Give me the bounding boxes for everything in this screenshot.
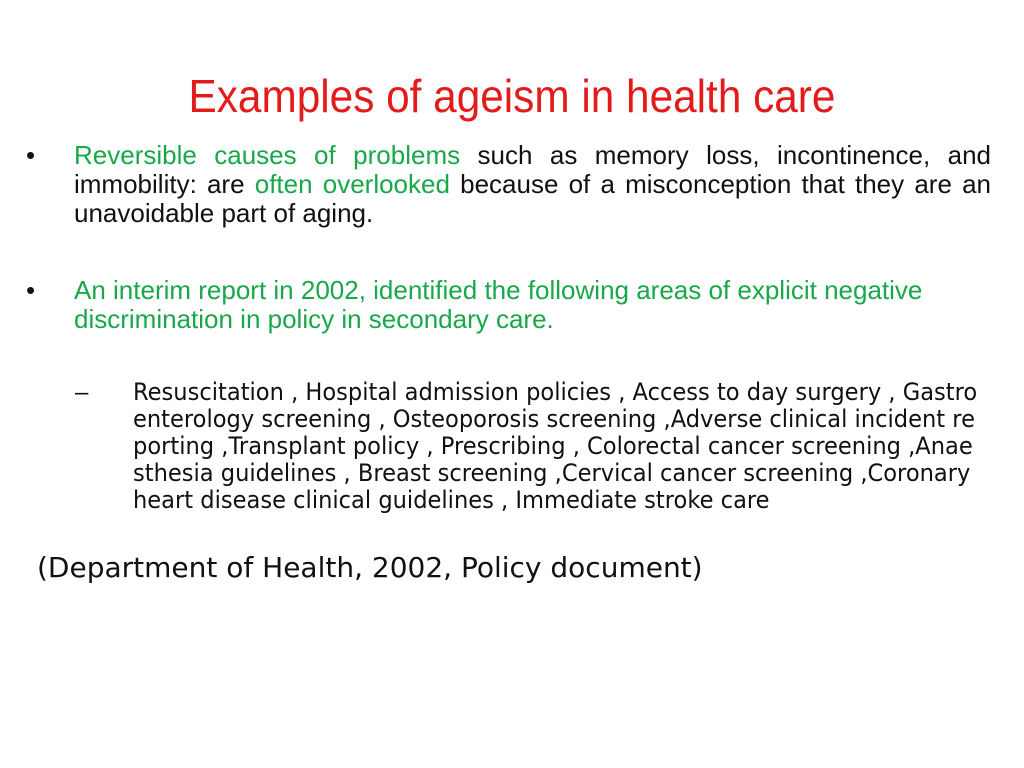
bullet-text-body: such as memory loss, incontinence, and immobility: are — [74, 140, 991, 199]
slide-title: Examples of ageism in health care — [188, 70, 836, 122]
bullet-reversible-causes — [26, 141, 991, 228]
sub-bullet-text: Resuscitation , Hospital admission policies , Access to day surgery , Gastroenterology screening , Osteoporosis screening ,Adverse clinical incident reporting ,Transplant policy , Prescribing , Colorectal cancer screening ,Anaesthesia guidelines , Breast screening ,Cervical cancer screening ,Coronary heart disease clinical guidelines , Immediate stroke care — [133, 378, 978, 514]
bullet-dot: • — [26, 275, 36, 305]
bullet-interim-report — [26, 276, 991, 334]
bullet-dot: • — [26, 140, 36, 170]
bullet-text-end: because of a misconception that they are an unavoidable part of aging. — [74, 169, 991, 228]
citation: (Department of Health, 2002, Policy document) — [37, 551, 703, 584]
highlight-reversible-causes: Reversible causes of problems — [74, 140, 461, 170]
bullet-text: An interim report in 2002, identified the following areas of explicit negative discrimination in policy in secondary care. — [74, 275, 923, 334]
bullet-text — [74, 141, 991, 228]
sub-bullet-dash: – — [75, 379, 89, 406]
sub-bullet-policy-areas — [75, 379, 995, 514]
highlight-often-overlooked: often overlooked — [254, 169, 450, 199]
